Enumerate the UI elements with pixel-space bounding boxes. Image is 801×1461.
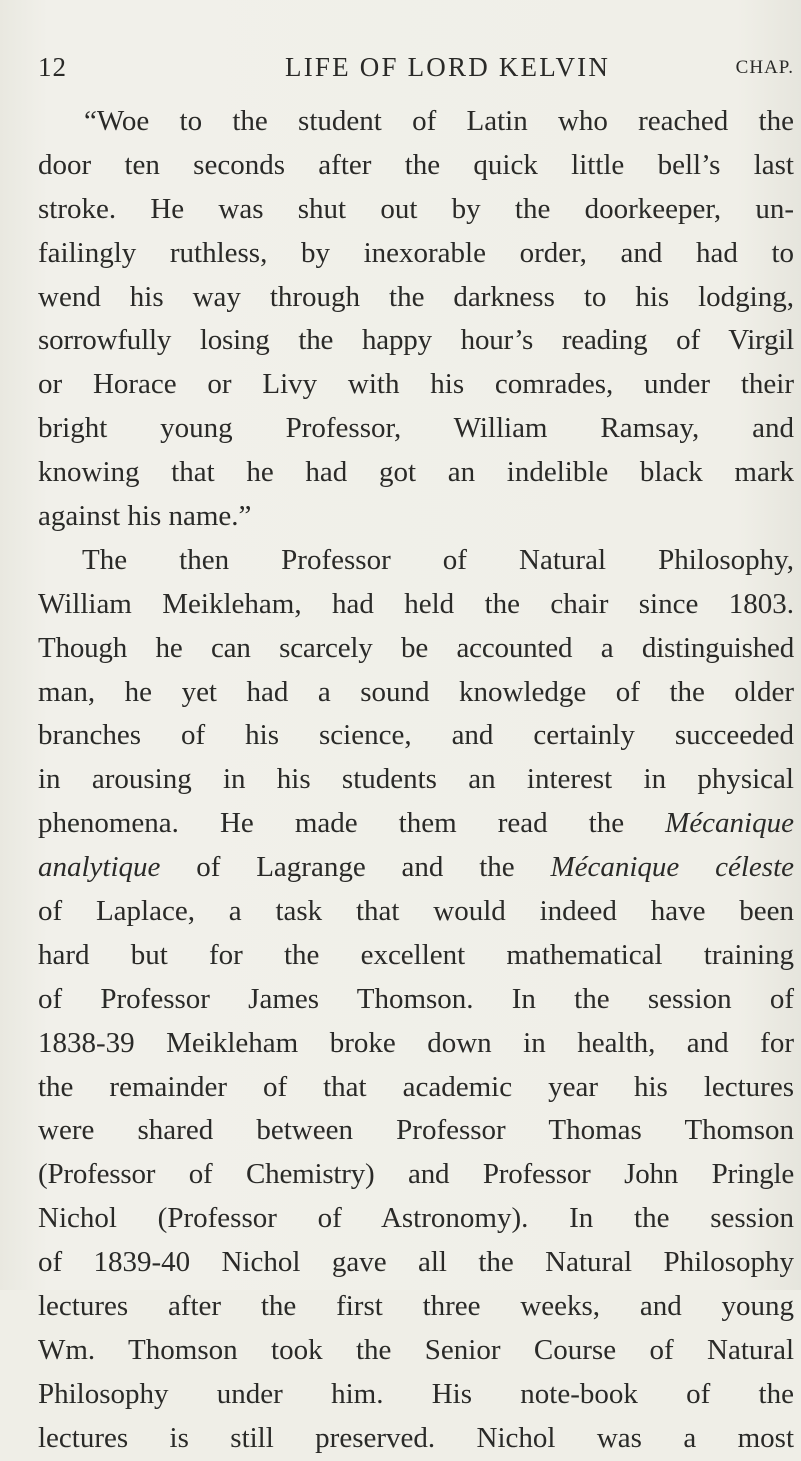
text-line: William Meikleham, had held the chair since 1803. (38, 587, 794, 620)
text-line: stroke. He was shut out by the doorkeeper, un- (38, 192, 794, 225)
text-line: Nichol (Professor of Astronomy). In the session (38, 1202, 794, 1235)
page-number: 12 (38, 52, 67, 82)
text-line: of Professor James Thomson. In the session of (38, 982, 794, 1015)
text-line: branches of his science, and certainly succeeded (38, 719, 794, 752)
text-line: 1838-39 Meikleham broke down in health, and for (38, 1026, 794, 1059)
text-line: (Professor of Chemistry) and Professor John Pringle (38, 1158, 794, 1191)
text-line: door ten seconds after the quick little bell’s last (38, 148, 794, 181)
text-line: against his name.” (38, 500, 252, 533)
text-line: in arousing in his students an interest in physical (38, 763, 794, 796)
text-line: lectures after the first three weeks, and young (38, 1290, 794, 1323)
text-line: Wm. Thomson took the Senior Course of Natural (38, 1333, 794, 1366)
text-line: wend his way through the darkness to his lodging, (38, 280, 794, 313)
text-line: failingly ruthless, by inexorable order, and had to (38, 236, 794, 269)
body-text (38, 100, 794, 1461)
text-line: “Woe to the student of Latin who reached the (84, 105, 794, 137)
text-line: of 1839-40 Nichol gave all the Natural Philosophy (38, 1246, 794, 1279)
text-line: lectures is still preserved. Nichol was a most (38, 1421, 794, 1454)
text-line: The then Professor of Natural Philosophy, (82, 543, 794, 576)
running-title: LIFE OF LORD KELVIN (285, 52, 611, 82)
text-line: or Horace or Livy with his comrades, under their (38, 368, 794, 401)
text-line: sorrowfully losing the happy hour’s reading of Virgil (38, 324, 794, 357)
text-line: were shared between Professor Thomas Thomson (38, 1114, 794, 1147)
text-line: man, he yet had a sound knowledge of the older (38, 675, 794, 708)
text-line: Philosophy under him. His note-book of the (38, 1377, 794, 1410)
text-line: knowing that he had got an indelible black mark (38, 456, 794, 489)
text-line: analytique of Lagrange and the Mécanique céleste (38, 851, 795, 884)
text-line: of Laplace, a task that would indeed have been (38, 895, 794, 928)
text-line: hard but for the excellent mathematical training (38, 938, 794, 971)
text-line: bright young Professor, William Ramsay, and (38, 412, 794, 445)
text-line: Though he can scarcely be accounted a distinguished (38, 631, 794, 664)
chapter-abbreviation: CHAP. (735, 57, 794, 78)
text-line: the remainder of that academic year his lectures (38, 1070, 794, 1103)
text-line: phenomena. He made them read the Mécanique (38, 807, 794, 840)
running-header (38, 52, 794, 92)
